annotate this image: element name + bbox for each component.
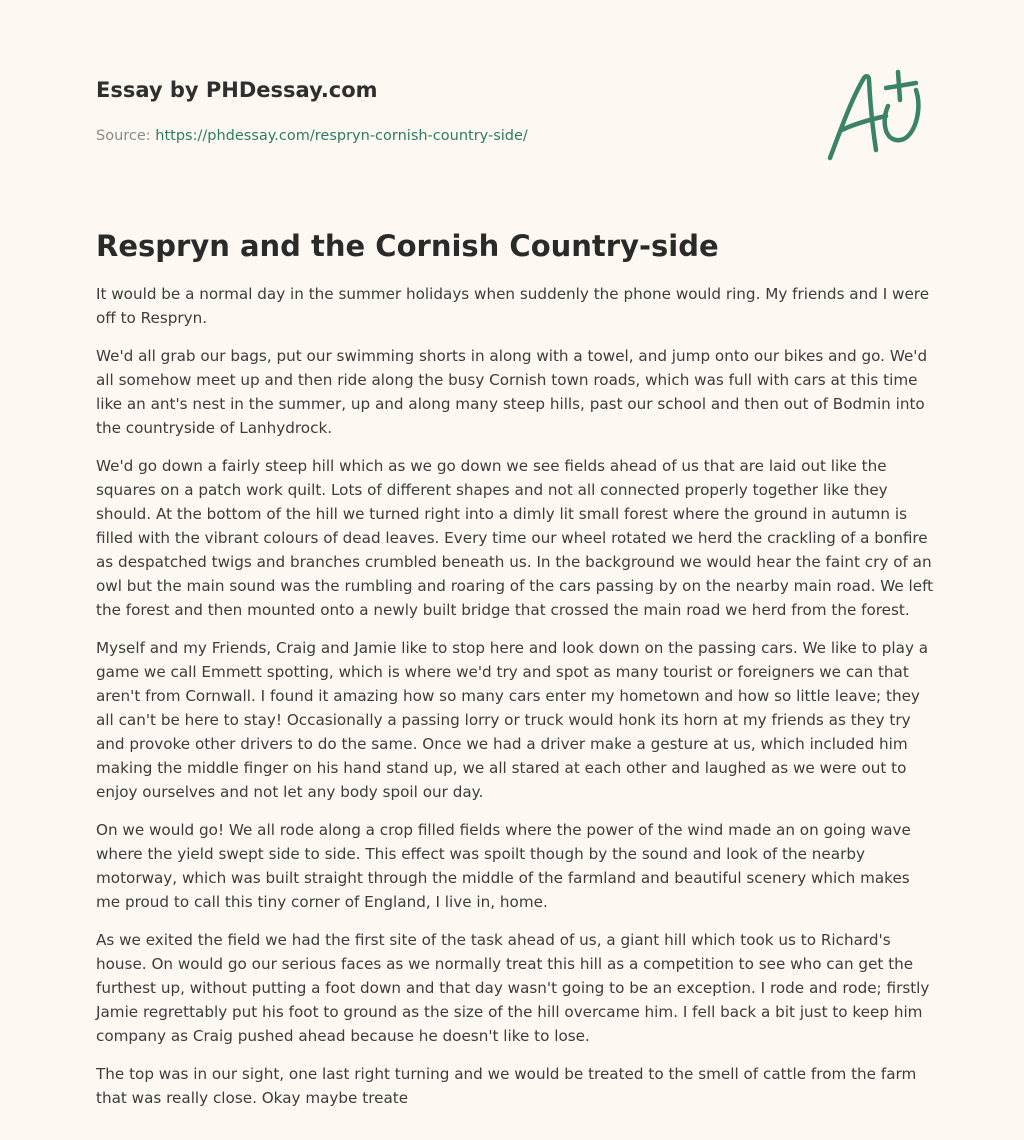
paragraph: We'd go down a fairly steep hill which as we go down we see fields ahead of us that are laid out like the squares on a patch work quilt. Lots of different shapes and not all connected properly together like they should. At the bottom of the hill we turned right into a dimly lit small forest where the ground in autumn is filled with the vibrant colours of dead leaves. Every time our wheel rotated we herd the crackling of a bonfire as despatched twigs and branches crumbled beneath us. In the background we would hear the faint cry of an owl but the main sound was the rumbling and roaring of the cars passing by on the nearby main road. We left the forest and then mounted onto a newly built bridge that crossed the main road we herd from the forest.	[96, 457, 934, 619]
source-link[interactable]: https://phdessay.com/respryn-cornish-country-side/	[155, 128, 528, 144]
essay-body	[96, 226, 936, 1124]
source-label: Source:	[96, 128, 151, 144]
paragraph: We'd all grab our bags, put our swimming shorts in along with a towel, and jump onto our bikes and go. We'd all somehow meet up and then ride along the busy Cornish town roads, which was full with cars at this time like an ant's nest in the summer, up and along many steep hills, past our school and then out of Bodmin into the countryside of Lanhydrock.	[96, 347, 928, 437]
paragraph: As we exited the field we had the first site of the task ahead of us, a giant hill which took us to Richard's house. On would go our serious faces as we normally treat this hill as a competition to see who can get the furthest up, without putting a foot down and that day wasn't going to be an exception. I rode and rode; firstly Jamie regrettably put his foot to ground as the size of the hill overcame him. I fell back a bit just to keep him company as Craig pushed ahead because he doesn't like to lose.	[96, 931, 930, 1045]
paragraph: It would be a normal day in the summer holidays when suddenly the phone would ring. My friends and I were off to Respryn.	[96, 285, 930, 327]
source-line	[96, 126, 796, 146]
site-title: Essay by PHDessay.com	[96, 78, 378, 102]
paragraph: Myself and my Friends, Craig and Jamie like to stop here and look down on the passing cars. We like to play a game we call Emmett spotting, which is where we'd try and spot as many tourist or foreigners we can that aren't from Cornwall. I found it amazing how so many cars enter my hometown and how so little leave; they all can't be here to stay! Occasionally a passing lorry or truck would honk its horn at my friends as they try and provoke other drivers to do the same. Once we had a driver make a gesture at us, which included him making the middle finger on his hand stand up, we all stared at each other and laughed as we were out to enjoy ourselves and not let any body spoil our day.	[96, 639, 929, 801]
a-plus-logo-icon	[820, 66, 930, 166]
paragraph: The top was in our sight, one last right turning and we would be treated to the smell of cattle from the farm that was really close. Okay maybe treate	[96, 1065, 917, 1107]
essay-header	[96, 76, 796, 146]
essay-title: Respryn and the Cornish Country-side	[96, 229, 719, 263]
paragraph: On we would go! We all rode along a crop filled fields where the power of the wind made an on going wave where the yield swept side to side. This effect was spoilt though by the sound and look of the nearby motorway, which was built straight through the middle of the farmland and beautiful scenery which makes me proud to call this tiny corner of England, I live in, home.	[96, 821, 911, 911]
